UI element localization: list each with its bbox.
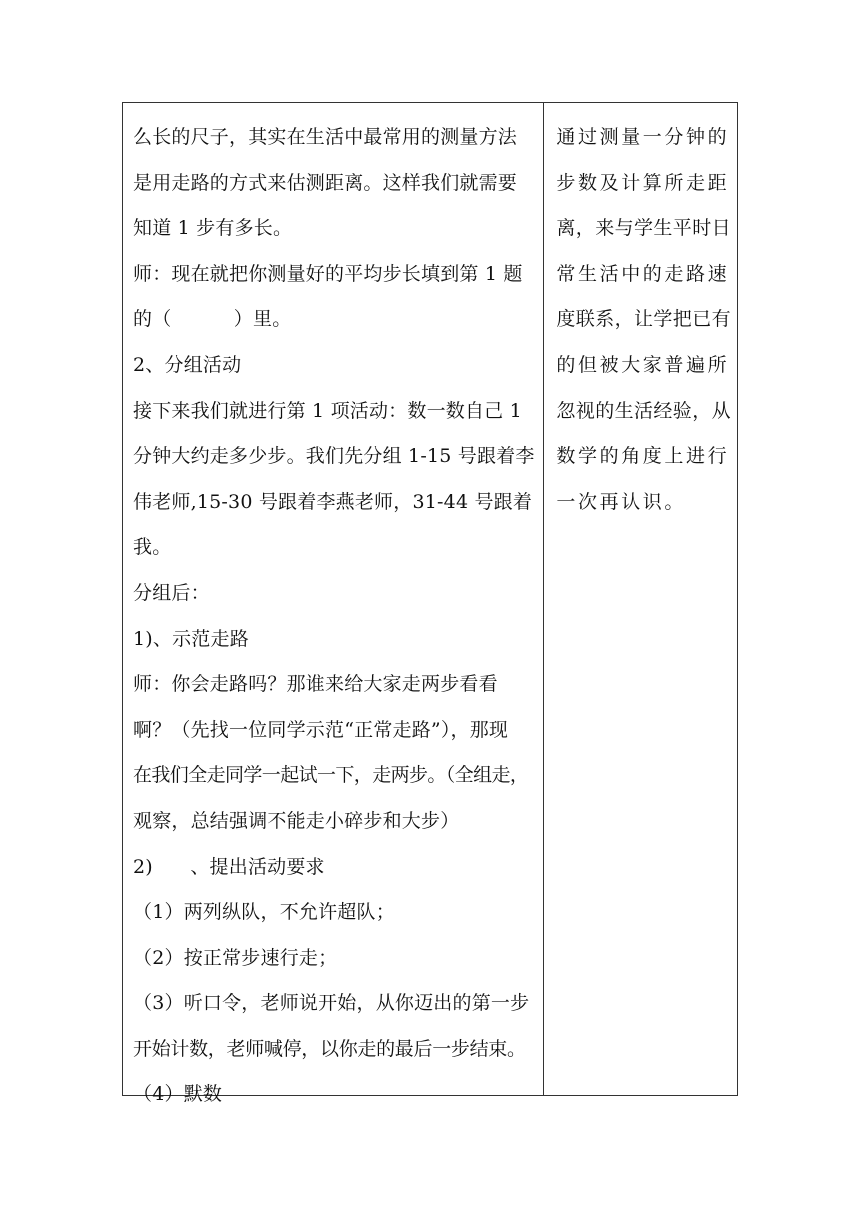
requirement-item: （3）听口令，老师说开始，从你迈出的第一步 [133,992,530,1015]
content-line: 师：你会走路吗？那谁来给大家走两步看看 [133,673,498,696]
requirement-item: （2）按正常步速行走； [133,946,338,969]
requirement-item: 开始计数，老师喊停，以你走的最后一步结束。 [133,1037,526,1060]
lesson-table [122,102,738,1106]
requirement-item: （4）默数 [133,1083,223,1106]
content-line: 分钟大约走多少步。我们先分组 1-15 号跟着李 [133,445,535,468]
note-line: 忽视的生活经验，从 [556,399,731,422]
content-line: 知道 1 步有多长。 [133,217,293,240]
note-line: 通过测量一分钟的 [556,126,730,148]
section-heading: 2、分组活动 [133,353,242,376]
sub-heading: 2) 、提出活动要求 [133,855,325,878]
content-line: 在我们全走同学一起试一下，走两步。（全组走， [133,764,529,787]
note-line: 度联系，让学把已有 [556,308,731,331]
content-line: 啊？（先找一位同学示范“正常走路”），那现 [133,718,509,741]
note-line: 离，来与学生平时日 [556,217,731,240]
content-line: 分组后： [133,581,210,604]
sub-heading: 1)、示范走路 [133,627,249,650]
note-line: 常生活中的走路速 [556,262,730,285]
note-line: 一次再认识。 [556,490,686,513]
content-line: 观察，总结强调不能走小碎步和大步） [133,809,460,832]
note-line: 步数及计算所走距 [556,171,730,194]
content-line: 我。 [133,536,172,559]
requirement-item: （1）两列纵队，不允许超队； [133,901,395,924]
content-line: 接下来我们就进行第 1 项活动：数一数自己 1 [133,399,522,422]
note-line: 的但被大家普遍所 [556,353,730,376]
lesson-content-cell [123,103,544,1106]
content-line: 伟老师,15-30 号跟着李燕老师，31-44 号跟着 [133,490,533,513]
content-line: 是用走路的方式来估测距离。这样我们就需要 [133,171,518,194]
content-line: 的（ ）里。 [133,308,292,331]
content-line: 师：现在就把你测量好的平均步长填到第 1 题 [133,262,523,285]
note-line: 数学的角度上进行 [556,445,730,468]
design-intent-cell [544,103,737,1095]
content-line: 么长的尺子，其实在生活中最常用的测量方法 [133,126,518,148]
